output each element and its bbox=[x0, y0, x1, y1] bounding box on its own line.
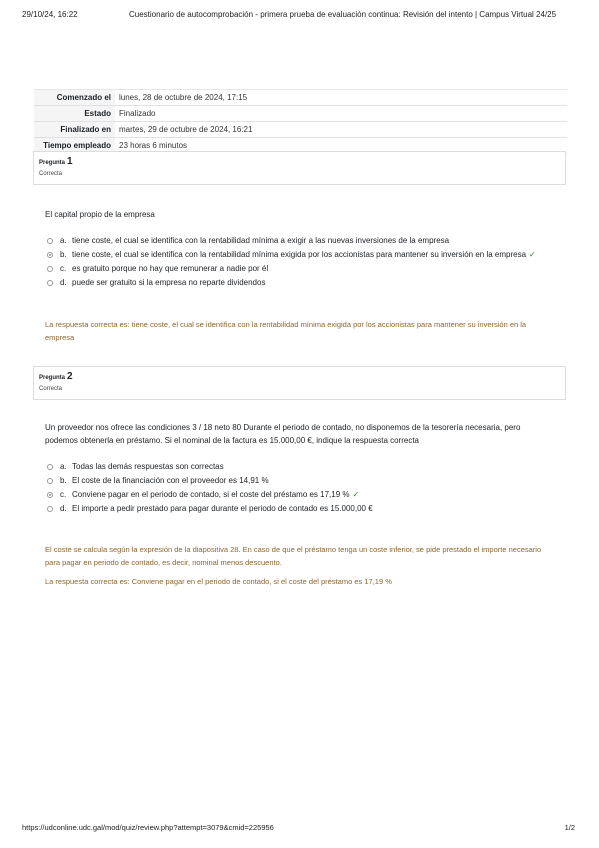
attempt-summary-table bbox=[34, 89, 567, 154]
summary-label: Finalizado en bbox=[34, 122, 115, 138]
answer-option-d[interactable]: d. puede ser gratuito si la empresa no reparte dividendos bbox=[47, 277, 265, 288]
general-feedback-text: El coste se calcula según la expresión de la diapositiva 28. En caso de que el préstamo tenga un coste inferior, se pide prestado el importe necesario para pagar en periodo de contado, es decir, nominal menos descuento. bbox=[45, 545, 542, 567]
summary-value: Finalizado bbox=[115, 106, 567, 122]
summary-label: Comenzado el bbox=[34, 90, 115, 106]
answer-option-a[interactable]: a. tiene coste, el cual se identifica con la rentabilidad mínima a exigir a las nuevas inversiones de la empresa bbox=[47, 235, 449, 246]
summary-value: lunes, 28 de octubre de 2024, 17:15 bbox=[115, 90, 567, 106]
answer-option-b[interactable]: b. El coste de la financiación con el proveedor es 14,91 % bbox=[47, 475, 269, 486]
summary-row bbox=[34, 90, 567, 106]
question-state: Correcta bbox=[39, 171, 63, 177]
radio-button[interactable] bbox=[47, 506, 53, 512]
answer-option-c[interactable]: c. Conviene pagar en el periodo de contado, si el coste del préstamo es 17,19 % ✓ bbox=[47, 489, 359, 500]
radio-button[interactable] bbox=[47, 266, 53, 272]
answer-option-d[interactable]: d. El importe a pedir prestado para pagar durante el periodo de contado es 15.000,00 € bbox=[47, 503, 373, 514]
summary-value: martes, 29 de octubre de 2024, 16:21 bbox=[115, 122, 567, 138]
answer-option-b[interactable]: b. tiene coste, el cual se identifica con la rentabilidad mínima exigida por los accionistas para mantener su inversión en la empresa ✓ bbox=[47, 249, 536, 260]
correct-answer-text: La respuesta correcta es: tiene coste, el cual se identifica con la rentabilidad mínima exigida por los accionistas para mantener su inversión en la empresa bbox=[45, 320, 527, 342]
question-number: Pregunta 2 bbox=[39, 371, 73, 382]
correct-answer-text: La respuesta correcta es: Conviene pagar en el periodo de contado, si el coste del préstamo es 17,19 % bbox=[45, 577, 392, 586]
page-url: https://udconline.udc.gal/mod/quiz/review.php?attempt=3079&cmid=225956 bbox=[22, 823, 274, 832]
check-icon: ✓ bbox=[529, 250, 536, 259]
summary-row bbox=[34, 122, 567, 138]
summary-row bbox=[34, 106, 567, 122]
radio-button-selected[interactable] bbox=[47, 252, 53, 258]
radio-button[interactable] bbox=[47, 464, 53, 470]
radio-button[interactable] bbox=[47, 478, 53, 484]
question-2-info bbox=[33, 366, 566, 400]
print-date: 29/10/24, 16:22 bbox=[22, 10, 78, 19]
radio-button-selected[interactable] bbox=[47, 492, 53, 498]
answer-option-a[interactable]: a. Todas las demás respuestas son correctas bbox=[47, 461, 224, 472]
document-title: Cuestionario de autocomprobación - primera prueba de evaluación continua: Revisión del intento | Campus Virtual 24/25 bbox=[129, 10, 557, 19]
question-1-text: El capital propio de la empresa bbox=[45, 210, 155, 219]
question-1-info bbox=[33, 151, 566, 185]
question-2-feedback bbox=[45, 543, 555, 588]
radio-button[interactable] bbox=[47, 280, 53, 286]
summary-value: 23 horas 6 minutos bbox=[115, 138, 567, 154]
check-icon: ✓ bbox=[352, 490, 360, 499]
radio-button[interactable] bbox=[47, 238, 53, 244]
question-1-feedback bbox=[45, 318, 555, 344]
question-2-text: Un proveedor nos ofrece las condiciones 3 / 18 neto 80 Durante el periodo de contado, no disponemos de la tesorería necesaria, pero podemos obtenerla en préstamo. Si el nominal de la factura es 15.000,00 €, indique la respuesta correcta bbox=[45, 423, 521, 445]
summary-label: Estado bbox=[34, 106, 115, 122]
summary-label: Tiempo empleado bbox=[34, 138, 115, 154]
question-state: Correcta bbox=[39, 386, 63, 392]
page-number: 1/2 bbox=[564, 823, 575, 832]
question-number: Pregunta 1 bbox=[39, 156, 73, 167]
answer-option-c[interactable]: c. es gratuito porque no hay que remunerar a nadie por él bbox=[47, 263, 268, 274]
